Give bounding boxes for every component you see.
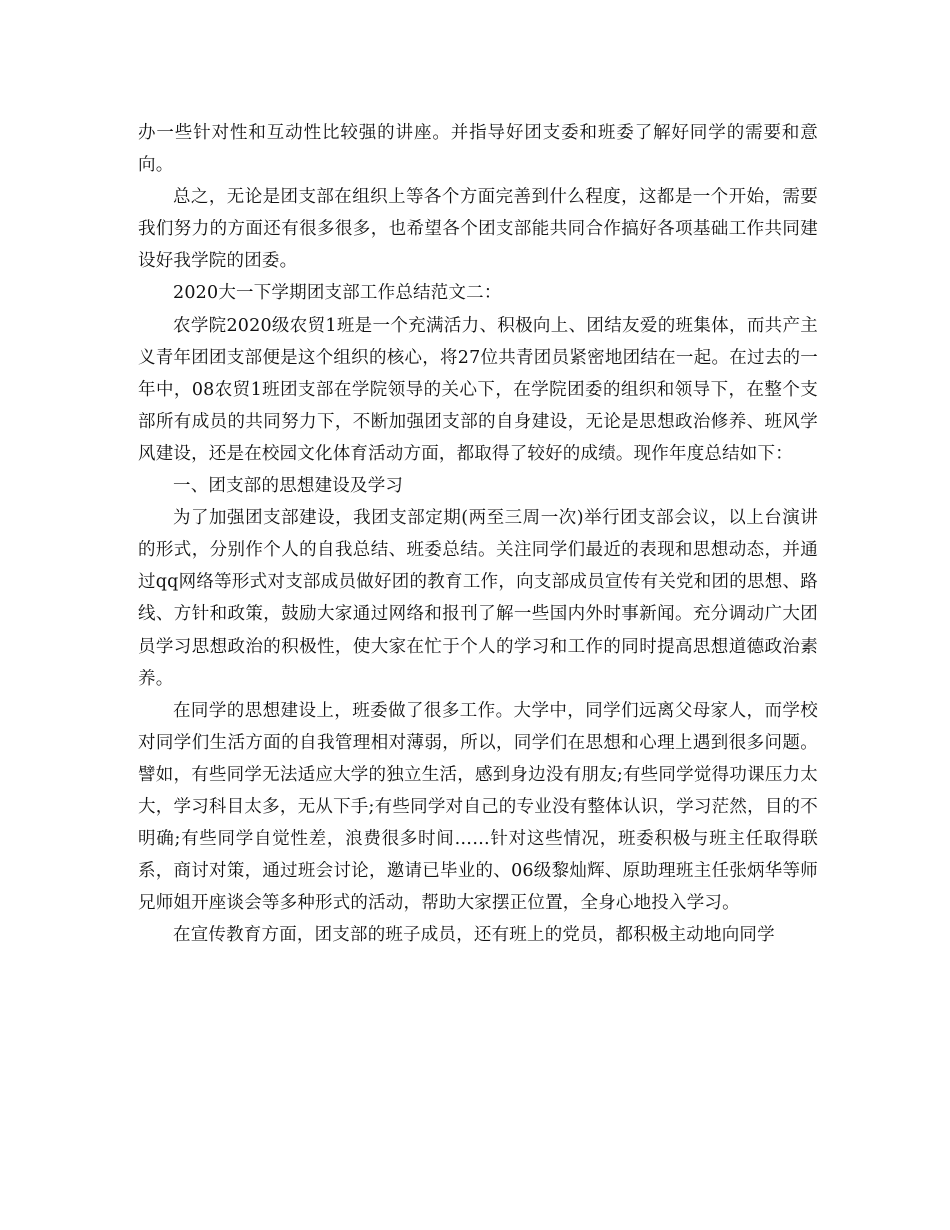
section-heading-example-two: 2020大一下学期团支部工作总结范文二： [173,283,502,304]
paragraph-branch-meetings: 为了加强团支部建设，我团支部定期(两至三周一次)举行团支部会议，以上台演讲的形式，分别作个人的自我总结、班委总结。关注同学们最近的表现和思想动态，并通过qq网络等形式对支部成员做好团的教育工作，向支部成员宣传有关党和团的思想、路线、方针和政策，鼓励大家通过网络和报刊了解一些国内外时事新闻。充分调动广大团员学习思想政治的积极性，使大家在忙于个人的学习和工作的同时提高思想道德政治素养。 [138,508,818,689]
paragraph-in-summary: 总之，无论是团支部在组织上等各个方面完善到什么程度，这都是一个开始，需要我们努力的方面还有很多很多，也希望各个团支部能共同合作搞好各项基础工作共同建设好我学院的团委。 [138,187,818,272]
paragraph-class-introduction: 农学院2020级农贸1班是一个充满活力、积极向上、团结友爱的班集体，而共产主义青年团团支部便是这个组织的核心，将27位共青团员紧密地团结在一起。在过去的一年中，08农贸1班团支部在学院领导的关心下，在学院团委的组织和领导下，在整个支部所有成员的共同努力下，不断加强团支部的自身建设，无论是思想政治修养、班风学风建设，还是在校园文化体育活动方面，都取得了较好的成绩。现作年度总结如下： [138,315,818,464]
paragraph-lecture-guidance: 办一些针对性和互动性比较强的讲座。并指导好团支委和班委了解好同学的需要和意向。 [138,123,818,176]
section-heading-ideological-building: 一、团支部的思想建设及学习 [173,476,404,497]
paragraph-publicity-education: 在宣传教育方面，团支部的班子成员，还有班上的党员，都积极主动地向同学 [173,925,775,946]
document-body [138,117,818,951]
paragraph-student-ideology: 在同学的思想建设上，班委做了很多工作。大学中，同学们远离父母家人，而学校对同学们生活方面的自我管理相对薄弱，所以，同学们在思想和心理上遇到很多问题。譬如，有些同学无法适应大学的独立生活，感到身边没有朋友;有些同学觉得功课压力太大，学习科目太多，无从下手;有些同学对自己的专业没有整体认识，学习茫然，目的不明确;有些同学自觉性差，浪费很多时间……针对这些情况，班委积极与班主任取得联系，商讨对策，通过班会讨论，邀请已毕业的、06级黎灿辉、原助理班主任张炳华等师兄师姐开座谈会等多种形式的活动，帮助大家摆正位置，全身心地投入学习。 [138,700,818,914]
